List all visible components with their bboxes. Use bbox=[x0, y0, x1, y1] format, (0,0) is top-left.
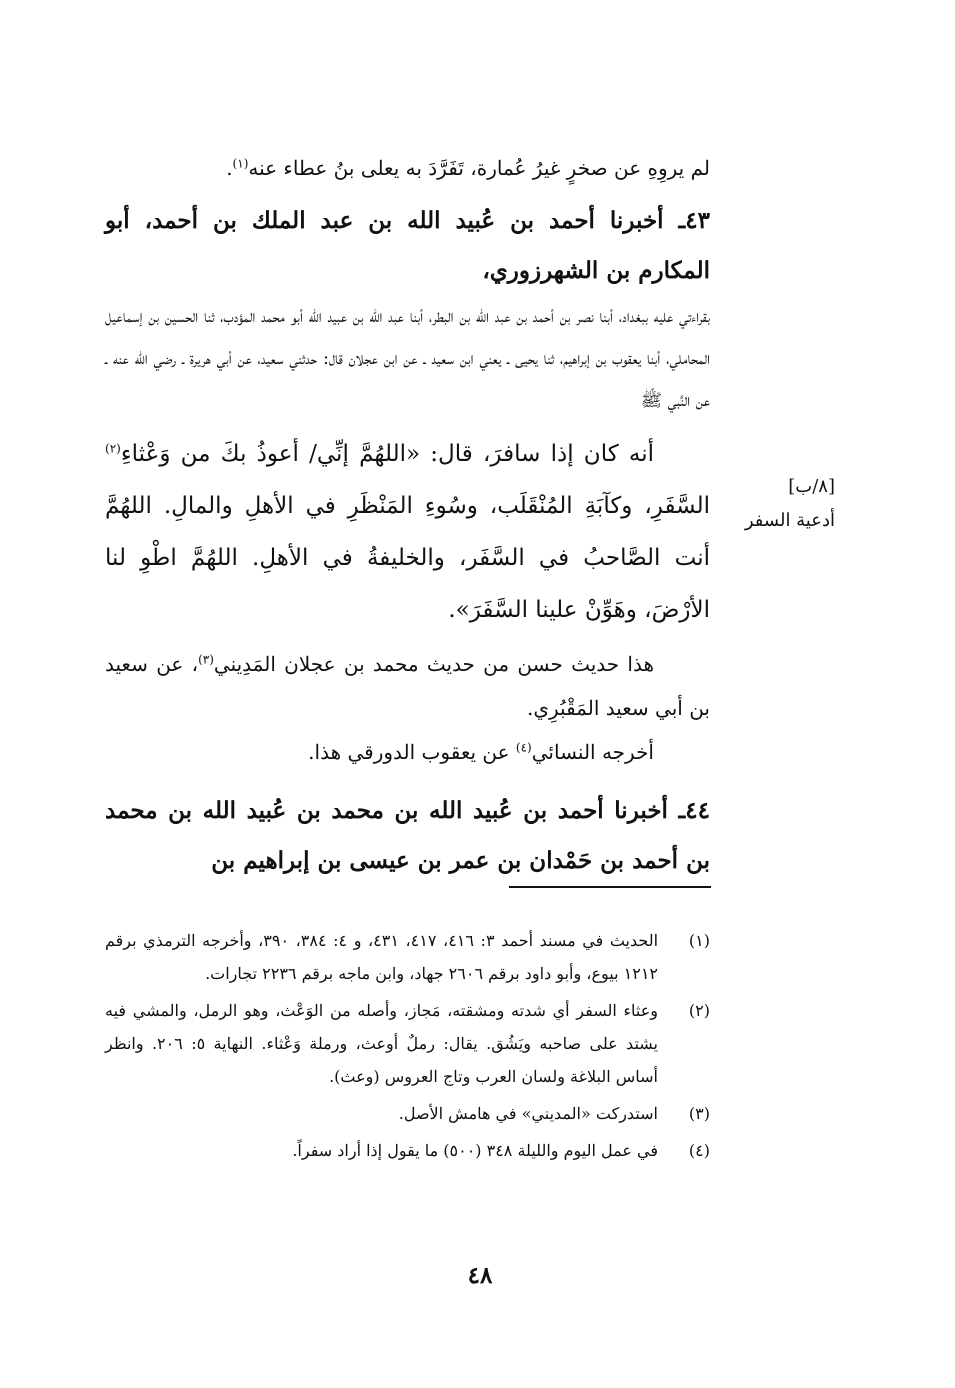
margin-heading: أدعية السفر bbox=[744, 510, 835, 531]
hadith-grade bbox=[105, 642, 710, 730]
folio-marker: [٨/ب] bbox=[788, 476, 835, 497]
takhrij-line bbox=[105, 730, 710, 774]
footnote-text: وعثاء السفر أي شدته ومشقته، مَجاز، وأصله من الوَعْث، وهو الرمل، والمشي فيه يشتد على صاحبه ويَشُق. يقال: رملٌ أوعث، ورملة وَعْثاء. النهاية ٥: ٢٠٦. وانظر أساس البلاغة ولسان العرب وتاج العروس (وعث). bbox=[105, 1001, 659, 1086]
footnote-number: (٢) bbox=[688, 1001, 710, 1020]
footnote-ref-3: (٣) bbox=[198, 652, 214, 667]
footnote-ref-2: (٢) bbox=[105, 441, 121, 456]
footnote-ref-4: (٤) bbox=[515, 740, 532, 755]
footnote-number: (٣) bbox=[688, 1104, 710, 1123]
intro-line bbox=[105, 146, 710, 190]
footnote-text: الحديث في مسند أحمد ٣: ٤١٦، ٤١٧، ٤٣١، و ٤: ٣٨٤، ٣٩٠، وأخرجه الترمذي برقم ١٢١٢ بيوع، وأبو داود برقم ٢٦٠٦ جهاد، وابن ماجه برقم ٢٢٣٦ تجارات. bbox=[105, 931, 659, 983]
footnote-item bbox=[105, 924, 710, 990]
margin-note bbox=[735, 470, 835, 538]
hadith-text-part1: أنه كان إذا سافرَ، قال: «اللهُمَّ إنِّي/ أعوذُ بكَ من وَعْثاءِ bbox=[120, 441, 654, 467]
footnote-item bbox=[105, 994, 710, 1093]
intro-text: لم يروِهِ عن صخرٍ غيرُ عُمارة، تَفَرَّدَ به يعلى بنُ عطاء عنه bbox=[248, 156, 710, 180]
hadith-text-part2: السَّفَرِ، وكآبَةِ المُنْقَلَب، وسُوءِ المَنْظَرِ في الأهلِ والمالِ. اللهُمَّ أنت الصَّاحبُ في السَّفَر، والخليفةُ في الأهلِ. اللهُمَّ اطْوِ لنا الأرْضَ، وهَوِّنْ علينا السَّفَرَ». bbox=[105, 493, 710, 623]
footnote-number: (١) bbox=[688, 931, 710, 950]
footnote-text: استدركت «المديني» في هامش الأصل. bbox=[398, 1104, 658, 1123]
footnote-text: في عمل اليوم والليلة ٣٤٨ (٥٠٠) ما يقول إذا أراد سفراً. bbox=[292, 1141, 658, 1160]
takhrij-text-part1: أخرجه النسائي bbox=[531, 740, 654, 764]
hadith-43-text bbox=[105, 428, 710, 636]
intro-end: . bbox=[226, 156, 233, 180]
takhrij-text-part2: عن يعقوب الدورقي هذا. bbox=[308, 740, 516, 764]
page-number: ٤٨ bbox=[467, 1262, 493, 1289]
grade-text-part2: ، عن سعيد بن أبي سعيد المَقْبُرِي. bbox=[105, 652, 710, 720]
footnote-divider bbox=[509, 886, 711, 888]
footnote-item bbox=[105, 1097, 710, 1130]
hadith-43-isnad: بقراءتي عليه ببغداد، أبنا نصر بن أحمد بن عبد الله بن البطر، أبنا عبد الله بن عبيد الله أبو محمد المؤدب، ثنا الحسين بن إسماعيل المحاملي، أبنا يعقوب بن إبراهيم، ثنا يحيى ـ يعني ابن سعيد ـ عن ابن عجلان قال: حدثني سعيد، عن أبي هريرة ـ رضي الله عنه ـ عن النَّبي ﷺ bbox=[105, 307, 710, 411]
grade-text-part1: هذا حديث حسن من حديث محمد بن عجلان المَدِيني bbox=[213, 652, 654, 676]
footnote-ref-1: (١) bbox=[232, 156, 249, 171]
hadith-44-heading: ٤٤ـ أخبرنا أحمد بن عُبيد الله بن محمد بن عُبيد الله بن محمد بن أحمد بن حَمْدان بن عمر بن عيسى بن إبراهيم بن bbox=[105, 797, 710, 874]
footnote-number: (٤) bbox=[688, 1141, 710, 1160]
footnote-item bbox=[105, 1134, 710, 1167]
footnotes bbox=[105, 924, 710, 1171]
main-text bbox=[105, 146, 710, 886]
hadith-43-heading: ٤٣ـ أخبرنا أحمد بن عُبيد الله بن عبد الملك بن أحمد، أبو المكارم بن الشهرزوري، bbox=[105, 207, 710, 284]
